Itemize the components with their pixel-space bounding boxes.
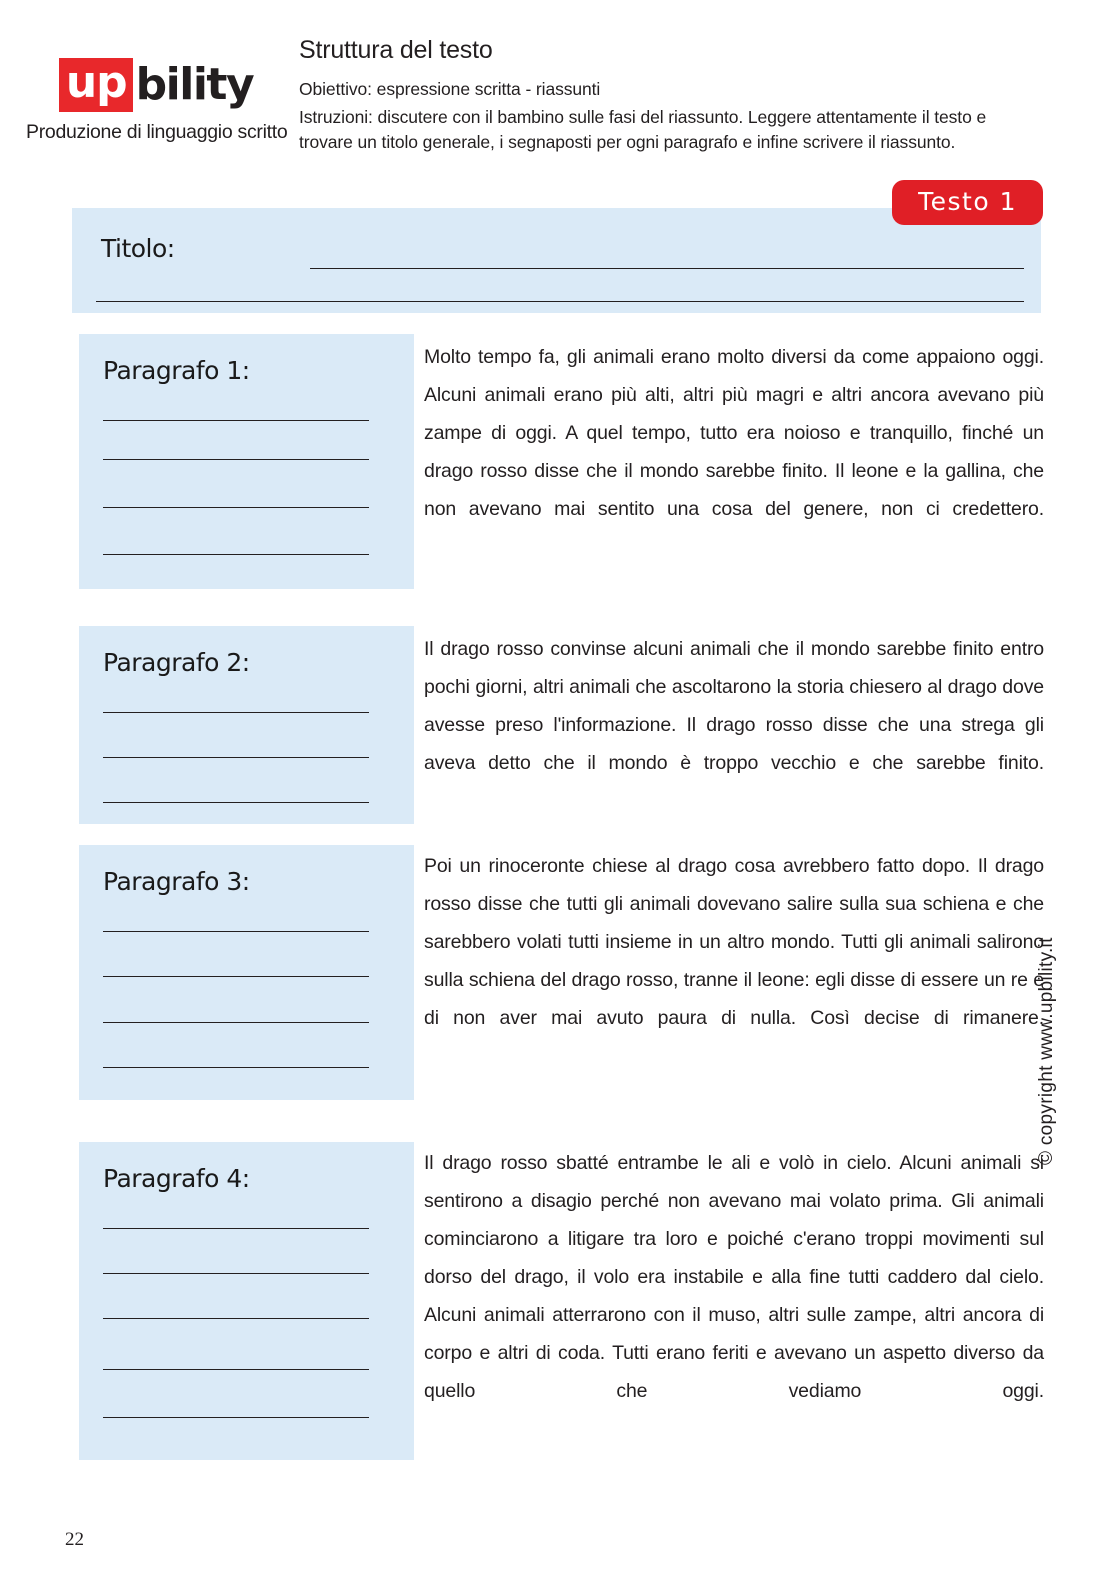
paragraph-3-write-line-1[interactable] xyxy=(103,931,369,932)
brand-logo-block xyxy=(26,58,286,144)
objective-line: Obiettivo: espressione scritta - riassunti xyxy=(299,79,601,99)
paragraph-3-label: Paragrafo 3: xyxy=(103,867,250,896)
paragraph-2-answer-box[interactable] xyxy=(79,626,414,824)
paragraph-1-label: Paragrafo 1: xyxy=(103,356,250,385)
logo-bility-text: bility xyxy=(135,59,254,110)
paragraph-3-write-line-3[interactable] xyxy=(103,1022,369,1023)
paragraph-1-write-line-3[interactable] xyxy=(103,507,369,508)
paragraph-1-answer-box[interactable] xyxy=(79,334,414,589)
testo-badge: Testo 1 xyxy=(892,180,1043,225)
title-write-line-1[interactable] xyxy=(310,268,1024,269)
copyright-text: © copyright www.upbility.it xyxy=(1036,937,1057,1165)
paragraph-4-write-line-5[interactable] xyxy=(103,1417,369,1418)
paragraph-4-write-line-2[interactable] xyxy=(103,1273,369,1274)
upbility-logo xyxy=(26,58,286,112)
paragraph-4-answer-box[interactable] xyxy=(79,1142,414,1460)
paragraph-3-text: Poi un rinoceronte chiese al drago cosa avrebbero fatto dopo. Il drago rosso disse che tutti gli animali dovevano salire sulla sua schiena e che sarebbero volati tutti insieme in un altro mondo. Tutti gli animali salirono sulla schiena del drago rosso, tranne il leone: egli disse di essere un re e di non aver mai avuto paura di nulla. Così decise di rimanere. xyxy=(424,855,1044,1029)
paragraph-2-text: Il drago rosso convinse alcuni animali che il mondo sarebbe finito entro pochi giorni, altri animali che ascoltarono la storia chiesero al drago dove avesse preso l'informazione. Il drago rosso disse che una strega gli aveva detto che il mondo è troppo vecchio e che sarebbe finito. xyxy=(424,638,1044,774)
instructions-text: Istruzioni: discutere con il bambino sulle fasi del riassunto. Leggere attentamente il testo e trovare un titolo generale, i segnaposti per ogni paragrafo e infine scrivere il riassunto. xyxy=(299,107,987,152)
paragraph-2-write-line-1[interactable] xyxy=(103,712,369,713)
title-label: Titolo: xyxy=(101,234,175,263)
page-title: Struttura del testo xyxy=(299,36,493,64)
paragraph-1-write-line-4[interactable] xyxy=(103,554,369,555)
paragraph-3-write-line-2[interactable] xyxy=(103,976,369,977)
brand-tagline: Produzione di linguaggio scritto xyxy=(26,121,288,143)
paragraph-2-write-line-3[interactable] xyxy=(103,802,369,803)
paragraph-1-write-line-2[interactable] xyxy=(103,459,369,460)
paragraph-1-text: Molto tempo fa, gli animali erano molto diversi da come appaiono oggi. Alcuni animali erano più alti, altri più magri e altri ancora avevano più zampe di oggi. A quel tempo, tutto era noioso e tranquillo, finché un drago rosso disse che il mondo sarebbe finito. Il leone e la gallina, che non avevano mai sentito una cosa del genere, non ci credettero. xyxy=(424,346,1044,520)
paragraph-4-text: Il drago rosso sbatté entrambe le ali e volò in cielo. Alcuni animali si sentirono a disagio perché non avevano mai volato prima. Gli animali cominciarono a litigare tra loro e poiché c'erano troppi movimenti sul dorso del drago, il volo era instabile e alla fine tutti caddero dal cielo. Alcuni animali atterrarono con il muso, altri sulle zampe, altri ancora di corpo e altri di coda. Tutti erano feriti e avevano un aspetto diverso da quello che vediamo oggi. xyxy=(424,1152,1044,1402)
paragraph-4-write-line-4[interactable] xyxy=(103,1369,369,1370)
page-number: 22 xyxy=(65,1529,84,1550)
paragraph-2-write-line-2[interactable] xyxy=(103,757,369,758)
paragraph-3-write-line-4[interactable] xyxy=(103,1067,369,1068)
paragraph-4-label: Paragrafo 4: xyxy=(103,1164,250,1193)
paragraph-1-write-line-1[interactable] xyxy=(103,420,369,421)
title-answer-box[interactable] xyxy=(72,208,1041,313)
paragraph-4-write-line-3[interactable] xyxy=(103,1318,369,1319)
logo-up-mark: up xyxy=(59,58,133,112)
paragraph-4-write-line-1[interactable] xyxy=(103,1228,369,1229)
title-write-line-2[interactable] xyxy=(96,301,1024,302)
paragraph-3-answer-box[interactable] xyxy=(79,845,414,1100)
paragraph-2-label: Paragrafo 2: xyxy=(103,648,250,677)
copyright-notice xyxy=(1036,525,1058,1165)
